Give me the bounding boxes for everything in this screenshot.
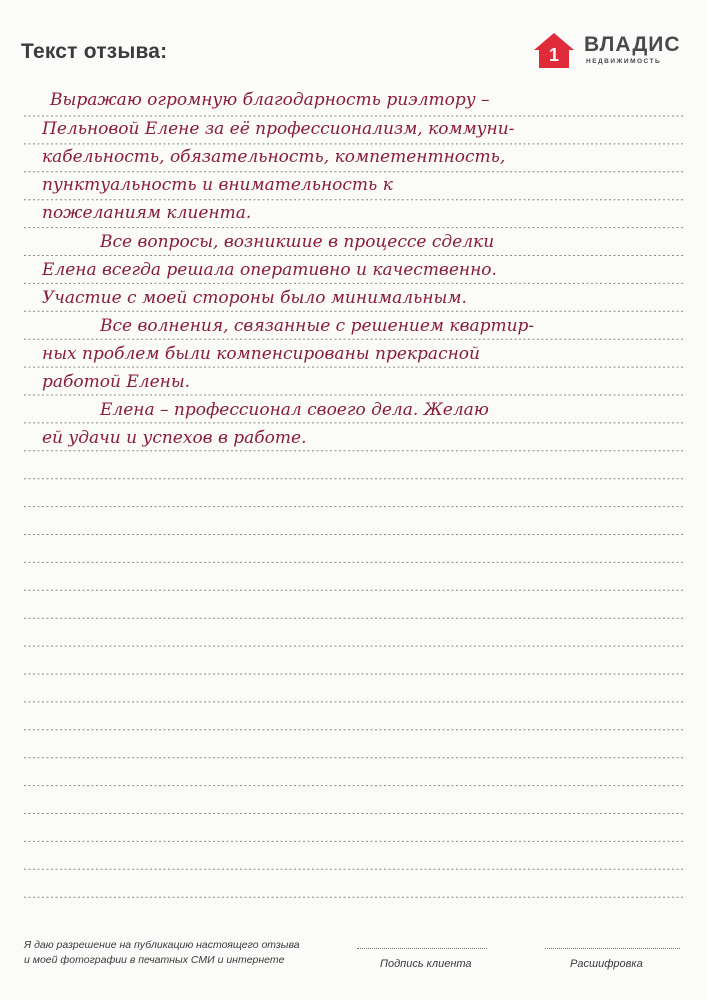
- handwritten-line: ей удачи и успехов в работе.: [42, 428, 307, 448]
- signature-label: Подпись клиента: [380, 958, 472, 970]
- logo-badge: 1: [548, 45, 560, 65]
- consent-line-2: и моей фотографии в печатных СМИ и интернете: [24, 954, 285, 966]
- handwritten-line: пожеланиям клиента.: [42, 203, 252, 223]
- handwritten-line: кабельность, обязательность, компетентность,: [42, 147, 506, 167]
- logo-subtitle: НЕДВИЖИМОСТЬ: [586, 58, 662, 65]
- handwritten-line: Выражаю огромную благодарность риэлтору –: [50, 90, 490, 110]
- decoding-line[interactable]: [545, 948, 680, 950]
- handwritten-line: Участие с моей стороны было минимальным.: [42, 288, 467, 308]
- handwritten-line: ных проблем были компенсированы прекрасной: [42, 344, 480, 364]
- consent-line-1: Я даю разрешение на публикацию настоящего отзыва: [24, 939, 300, 951]
- handwritten-line: пунктуальность и внимательность к: [42, 175, 393, 195]
- handwritten-line: Пельновой Елене за её профессионализм, коммуни-: [42, 119, 515, 139]
- handwritten-line: Елена – профессионал своего дела. Желаю: [100, 400, 489, 420]
- publication-consent: [24, 938, 300, 968]
- form-title: Текст отзыва:: [21, 40, 168, 63]
- handwritten-line: Все волнения, связанные с решением квартир-: [100, 316, 535, 336]
- logo-name: ВЛАДИС: [584, 33, 681, 56]
- handwritten-line: Все вопросы, возникшие в процессе сделки: [100, 232, 495, 252]
- handwritten-line: работой Елены.: [42, 372, 191, 392]
- handwritten-line: Елена всегда решала оперативно и качественно.: [42, 260, 497, 280]
- decoding-label: Расшифровка: [570, 958, 643, 970]
- signature-line[interactable]: [357, 948, 487, 950]
